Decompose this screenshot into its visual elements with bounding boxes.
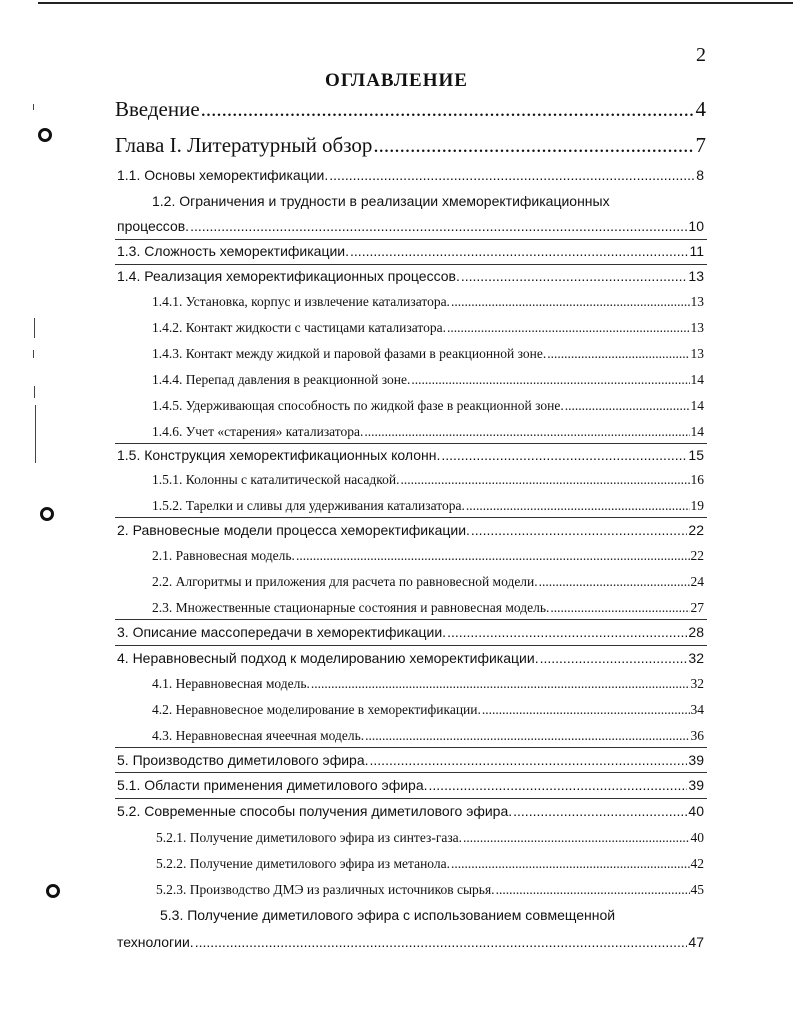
toc-entry-4 (117, 650, 704, 666)
toc-entry-page: 28 (688, 624, 704, 640)
toc-entry-label: 2.3. Множественные стационарные состояния и равновесная модель. (152, 600, 550, 615)
toc-entry-5-2-1 (156, 830, 704, 846)
divider (115, 619, 707, 620)
toc-entry-page: 32 (690, 676, 704, 691)
binder-hole-mark (46, 884, 60, 898)
scan-artifact-line (34, 386, 35, 398)
divider (115, 264, 707, 265)
toc-entry-1-4-5 (152, 398, 704, 414)
toc-entry-label: 1.4.6. Учет «старения» катализатора. (152, 424, 364, 439)
divider (115, 443, 707, 444)
toc-entry-2-2 (152, 574, 704, 590)
toc-entry-2-1 (152, 548, 704, 564)
scan-artifact-line (34, 318, 35, 338)
toc-entry-label: 1.4.3. Контакт между жидкой и паровой фазами в реакционной зоне. (152, 346, 547, 361)
dot-leader (496, 882, 690, 898)
toc-entry-page: 14 (690, 372, 704, 387)
toc-entry-label: 5.2.2. Получение диметилового эфира из метанола. (156, 856, 450, 871)
toc-entry-page: 15 (688, 447, 704, 463)
toc-entry-1-4-3 (152, 346, 704, 362)
toc-entry-1-4-1 (152, 294, 704, 310)
toc-entry-page: 34 (690, 702, 704, 717)
toc-entry-label: 4.1. Неравновесная модель. (152, 676, 310, 691)
toc-entry-page: 22 (688, 522, 704, 538)
toc-entry-1-3 (117, 243, 704, 259)
toc-entry-5-1 (117, 777, 704, 793)
toc-entry-page: 16 (690, 472, 704, 487)
toc-entry-page: 11 (689, 243, 704, 259)
toc-entry-5-3 (117, 934, 704, 950)
dot-leader (311, 676, 690, 692)
toc-entry-4-1 (152, 676, 704, 692)
toc-entry-page: 14 (690, 424, 704, 439)
dot-leader (466, 498, 690, 514)
dot-leader (451, 294, 690, 310)
dot-leader (296, 548, 690, 564)
toc-entry-page: 40 (690, 830, 704, 845)
toc-entry-3 (117, 624, 704, 640)
toc-entry-label: 2. Равновесные модели процесса хеморектификации. (117, 522, 470, 538)
toc-entry-label: 1.4.1. Установка, корпус и извлечение катализатора. (152, 294, 450, 309)
toc-entry-5-2-2 (156, 856, 704, 872)
toc-entry-label: 1.4. Реализация хеморектификационных процессов. (117, 268, 460, 284)
toc-entry-label: 2.2. Алгоритмы и приложения для расчета по равновесной модели. (152, 574, 538, 589)
scan-artifact-line (33, 104, 34, 110)
toc-entry-page: 13 (690, 346, 704, 361)
toc-entry-page: 36 (690, 728, 704, 743)
dot-leader (201, 97, 695, 122)
toc-entry-1-4 (117, 268, 704, 284)
toc-entry-1-2-line1: 1.2. Ограничения и трудности в реализации хмеморектификационных (152, 193, 610, 209)
dot-leader (429, 777, 688, 793)
toc-entry-page: 22 (690, 548, 704, 563)
toc-entry-page: 24 (690, 574, 704, 589)
toc-entry-1-4-4 (152, 372, 704, 388)
dot-leader (461, 268, 688, 284)
toc-entry-label: 3. Описание массопередачи в хеморектификации. (117, 624, 447, 640)
toc-entry-5-3-line1: 5.3. Получение диметилового эфира с использованием совмещенной (160, 907, 616, 923)
toc-entry-page: 45 (690, 882, 704, 897)
toc-entry-chapter1 (115, 133, 706, 158)
toc-entry-1-1 (117, 167, 704, 183)
toc-entry-label: 1.5.2. Тарелки и сливы для удерживания катализатора. (152, 498, 465, 513)
toc-entry-label: 5.2. Современные способы получения диметилового эфира. (117, 803, 513, 819)
dot-leader (441, 447, 687, 463)
top-border-line (38, 2, 793, 4)
toc-entry-label: 4.2. Неравновесное моделирование в хеморектификации. (152, 702, 481, 717)
toc-entry-page: 4 (695, 97, 706, 121)
dot-leader (547, 346, 689, 362)
toc-entry-4-2 (152, 702, 704, 718)
dot-leader (350, 243, 688, 259)
page-number: 2 (696, 44, 706, 66)
toc-entry-label: Введение (115, 97, 200, 121)
toc-entry-page: 19 (690, 498, 704, 513)
dot-leader (411, 372, 689, 388)
toc-entry-label: 1.5.1. Колонны с каталитической насадкой. (152, 472, 400, 487)
toc-entry-page: 40 (688, 803, 704, 819)
dot-leader (447, 624, 687, 640)
toc-entry-4-3 (152, 728, 704, 744)
dot-leader (370, 752, 688, 768)
toc-entry-1-2 (117, 218, 704, 234)
toc-entry-5-2-3 (156, 882, 704, 898)
dot-leader (365, 728, 689, 744)
divider (115, 798, 707, 799)
toc-entry-label: 2.1. Равновесная модель. (152, 548, 295, 563)
toc-entry-label: Глава I. Литературный обзор (115, 133, 373, 157)
dot-leader (190, 218, 687, 234)
divider (115, 772, 707, 773)
dot-leader (550, 600, 689, 616)
toc-entry-label: 4. Неравновесный подход к моделированию хеморектификации. (117, 650, 539, 666)
dot-leader (539, 574, 690, 590)
toc-entry-page: 27 (690, 600, 704, 615)
toc-entry-page: 42 (690, 856, 704, 871)
dot-leader (463, 830, 689, 846)
toc-entry-2 (117, 522, 704, 538)
toc-entry-page: 14 (690, 398, 704, 413)
dot-leader (451, 856, 690, 872)
toc-entry-label: 1.4.5. Удерживающая способность по жидкой фазе в реакционной зоне. (152, 398, 564, 413)
toc-entry-label: 1.5. Конструкция хеморектификационных колонн. (117, 447, 441, 463)
toc-entry-label: процессов. (117, 218, 190, 234)
binder-hole-mark (40, 507, 54, 521)
dot-leader (513, 803, 687, 819)
dot-leader (373, 133, 694, 158)
toc-entry-page: 39 (688, 752, 704, 768)
toc-entry-1-5-2 (152, 498, 704, 514)
toc-entry-intro (115, 97, 706, 122)
toc-entry-page: 7 (695, 133, 706, 157)
scan-artifact-line (33, 350, 34, 358)
divider (115, 645, 707, 646)
divider (115, 517, 707, 518)
toc-entry-label: 5.2.1. Получение диметилового эфира из синтез-газа. (156, 830, 463, 845)
toc-entry-1-5-1 (152, 472, 704, 488)
toc-entry-label: 5. Производство диметилового эфира. (117, 752, 369, 768)
dot-leader (540, 650, 688, 666)
dot-leader (482, 702, 690, 718)
toc-entry-label: технологии. (117, 934, 194, 950)
toc-entry-2-3 (152, 600, 704, 616)
toc-entry-page: 47 (688, 934, 704, 950)
toc-entry-label: 5.1. Области применения диметилового эфира. (117, 777, 428, 793)
toc-entry-1-5 (117, 447, 704, 463)
dot-leader (195, 934, 688, 950)
toc-entry-page: 39 (688, 777, 704, 793)
divider (115, 747, 707, 748)
toc-entry-page: 8 (696, 167, 704, 183)
toc-entry-page: 32 (688, 650, 704, 666)
toc-entry-1-4-2 (152, 320, 704, 336)
toc-entry-label: 1.1. Основы хеморектификации. (117, 167, 329, 183)
toc-entry-label: 4.3. Неравновесная ячеечная модель. (152, 728, 365, 743)
toc-entry-page: 10 (688, 218, 704, 234)
toc-entry-label: 5.2.3. Производство ДМЭ из различных источников сырья. (156, 882, 495, 897)
dot-leader (565, 398, 690, 414)
toc-entry-1-4-6 (152, 424, 704, 440)
toc-entry-5-2 (117, 803, 704, 819)
toc-entry-page: 13 (688, 268, 704, 284)
dot-leader (400, 472, 689, 488)
dot-leader (471, 522, 688, 538)
page-title: ОГЛАВЛЕНИЕ (325, 70, 468, 91)
toc-entry-page: 13 (690, 320, 704, 335)
dot-leader (364, 424, 689, 440)
dot-leader (329, 167, 695, 183)
divider (115, 239, 707, 240)
toc-entry-page: 13 (690, 294, 704, 309)
toc-entry-5 (117, 752, 704, 768)
toc-entry-label: 1.4.2. Контакт жидкости с частицами катализатора. (152, 320, 446, 335)
toc-entry-label: 1.4.4. Перепад давления в реакционной зоне. (152, 372, 411, 387)
toc-entry-label: 1.3. Сложность хеморектификации. (117, 243, 350, 259)
scan-artifact-line (35, 405, 36, 463)
binder-hole-mark (38, 128, 52, 142)
dot-leader (447, 320, 690, 336)
